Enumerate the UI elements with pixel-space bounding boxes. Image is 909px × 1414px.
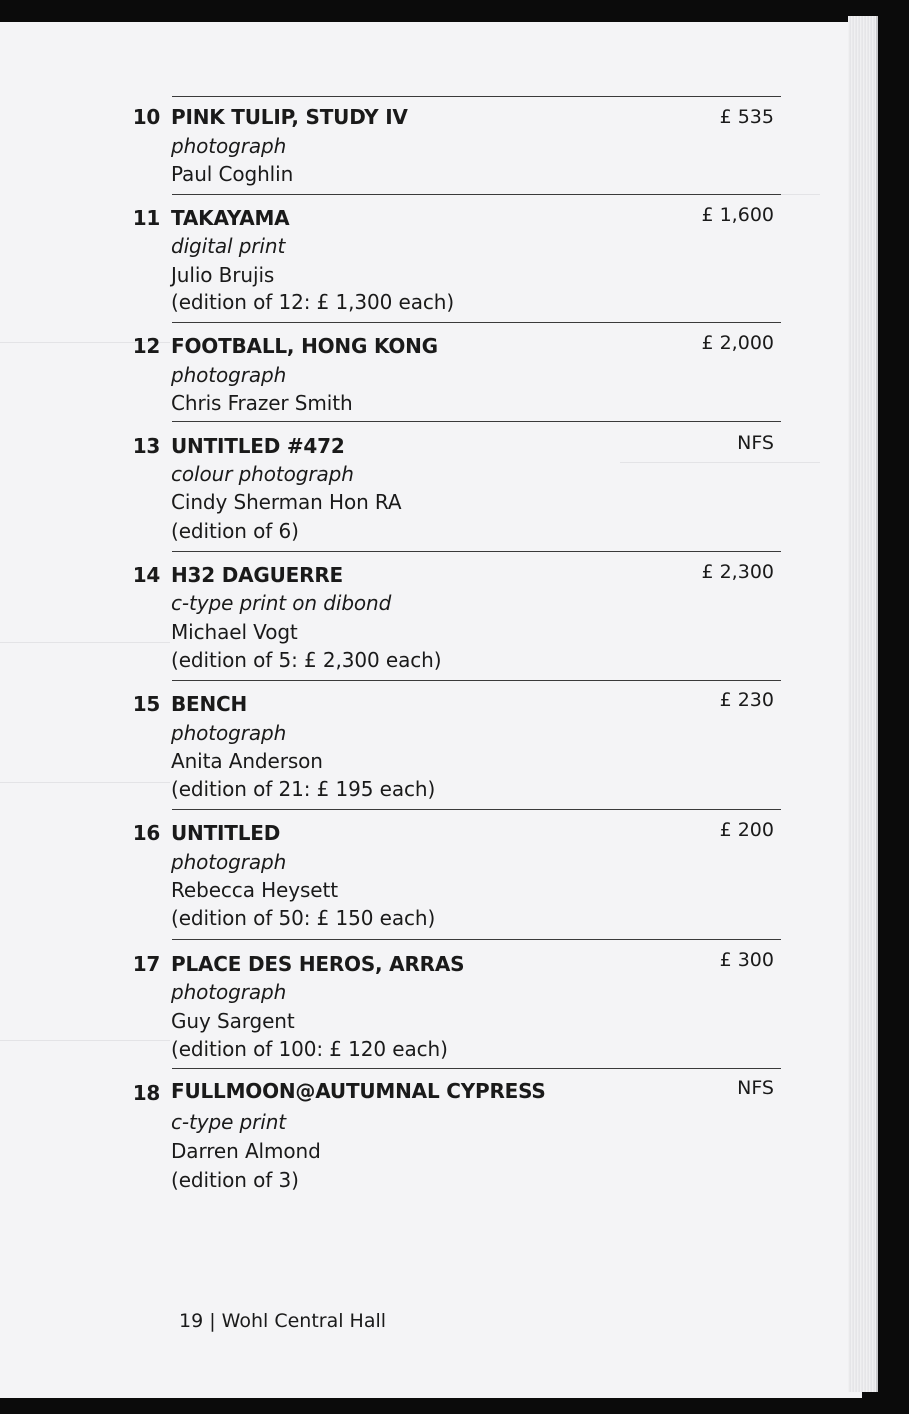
entry-medium: c-type print bbox=[171, 1110, 287, 1134]
entry-artist: Cindy Sherman Hon RA bbox=[171, 490, 402, 514]
entry-number: 13 bbox=[132, 434, 160, 458]
entry-title: TAKAYAMA bbox=[171, 206, 290, 230]
entry-price: £ 1,600 bbox=[701, 204, 774, 226]
entry-number: 11 bbox=[132, 206, 160, 230]
entry-title: FULLMOON@AUTUMNAL CYPRESS bbox=[171, 1079, 546, 1103]
entry-divider bbox=[172, 1068, 781, 1069]
entry-medium: photograph bbox=[171, 850, 287, 874]
entry-edition: (edition of 3) bbox=[171, 1168, 299, 1192]
entry-price: £ 535 bbox=[719, 106, 774, 128]
entry-divider bbox=[172, 421, 781, 422]
entry-medium: c-type print on dibond bbox=[171, 591, 392, 615]
entry-medium: photograph bbox=[171, 134, 287, 158]
entry-number: 12 bbox=[132, 334, 160, 358]
entry-title: H32 DAGUERRE bbox=[171, 563, 343, 587]
entry-divider bbox=[172, 939, 781, 940]
page-footer: 19 | Wohl Central Hall bbox=[179, 1310, 387, 1332]
entry-edition: (edition of 50: £ 150 each) bbox=[171, 906, 436, 930]
entry-title: PINK TULIP, STUDY IV bbox=[171, 105, 408, 129]
entry-number: 18 bbox=[132, 1081, 160, 1105]
entry-price: £ 230 bbox=[719, 689, 774, 711]
entry-title: FOOTBALL, HONG KONG bbox=[171, 334, 438, 358]
entry-divider bbox=[172, 551, 781, 552]
entry-artist: Rebecca Heysett bbox=[171, 878, 338, 902]
entry-artist: Michael Vogt bbox=[171, 620, 298, 644]
entry-edition: (edition of 6) bbox=[171, 519, 299, 543]
entry-medium: photograph bbox=[171, 363, 287, 387]
entry-medium: photograph bbox=[171, 721, 287, 745]
entry-number: 15 bbox=[132, 692, 160, 716]
entry-artist: Julio Brujis bbox=[171, 263, 275, 287]
entry-edition: (edition of 100: £ 120 each) bbox=[171, 1037, 448, 1061]
entry-title: UNTITLED #472 bbox=[171, 434, 345, 458]
entry-title: BENCH bbox=[171, 692, 248, 716]
entry-artist: Guy Sargent bbox=[171, 1009, 295, 1033]
entry-price: £ 300 bbox=[719, 949, 774, 971]
entry-divider bbox=[172, 194, 781, 195]
page-edge bbox=[848, 16, 878, 1392]
entry-divider bbox=[172, 322, 781, 323]
entry-divider bbox=[172, 680, 781, 681]
entry-price: NFS bbox=[737, 432, 774, 454]
entry-edition: (edition of 12: £ 1,300 each) bbox=[171, 290, 455, 314]
entry-title: PLACE DES HEROS, ARRAS bbox=[171, 952, 465, 976]
entry-number: 17 bbox=[132, 952, 160, 976]
entry-edition: (edition of 5: £ 2,300 each) bbox=[171, 648, 442, 672]
entry-number: 16 bbox=[132, 821, 160, 845]
entry-price: NFS bbox=[737, 1077, 774, 1099]
entry-artist: Darren Almond bbox=[171, 1139, 321, 1163]
entry-artist: Paul Coghlin bbox=[171, 162, 294, 186]
entry-divider bbox=[172, 96, 781, 97]
entry-price: £ 200 bbox=[719, 819, 774, 841]
entry-medium: photograph bbox=[171, 980, 287, 1004]
entry-edition: (edition of 21: £ 195 each) bbox=[171, 777, 436, 801]
entry-medium: colour photograph bbox=[171, 462, 354, 486]
entry-number: 10 bbox=[132, 105, 160, 129]
entry-artist: Anita Anderson bbox=[171, 749, 323, 773]
entry-number: 14 bbox=[132, 563, 160, 587]
entry-artist: Chris Frazer Smith bbox=[171, 391, 353, 415]
entry-price: £ 2,000 bbox=[701, 332, 774, 354]
entry-price: £ 2,300 bbox=[701, 561, 774, 583]
entry-title: UNTITLED bbox=[171, 821, 281, 845]
entry-divider bbox=[172, 809, 781, 810]
entry-medium: digital print bbox=[171, 234, 286, 258]
